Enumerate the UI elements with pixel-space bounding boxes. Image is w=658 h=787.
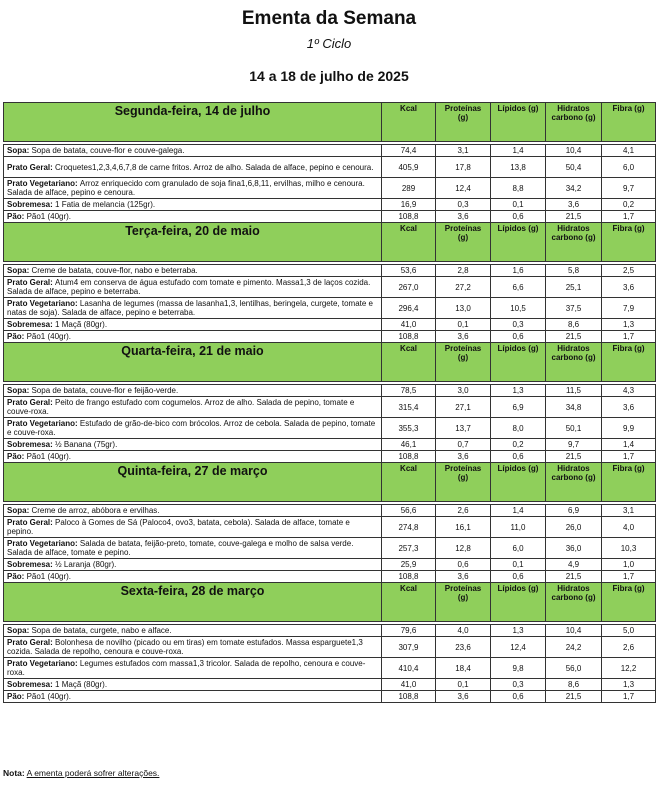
dish-category: Sobremesa: [7, 200, 51, 209]
column-header-hidratos: Hidratos carbono (g): [546, 583, 602, 622]
column-header-kcal: Kcal: [382, 343, 436, 382]
value-fibra: 1,0: [602, 559, 656, 571]
dish-description: [4, 298, 382, 319]
dish-category-colon: :: [75, 539, 80, 548]
value-lipidos: 8,0: [491, 418, 546, 439]
column-header-fibra: Fibra (g): [602, 463, 656, 502]
value-lipidos: 10,5: [491, 298, 546, 319]
dish-category-colon: :: [75, 299, 80, 308]
dish-category-colon: :: [50, 440, 56, 449]
dish-category: Sopa: [7, 266, 27, 275]
value-proteinas: 0,6: [436, 559, 491, 571]
dish-description: [4, 319, 382, 331]
column-header-hidratos: Hidratos carbono (g): [546, 463, 602, 502]
menu-item-row: [4, 451, 656, 463]
day-name: Segunda-feira, 14 de julho: [4, 103, 382, 142]
value-kcal: 108,8: [382, 211, 436, 223]
value-kcal: 56,6: [382, 505, 436, 517]
column-header-proteinas: Proteínas (g): [436, 463, 491, 502]
value-fibra: 5,0: [602, 625, 656, 637]
column-header-kcal: Kcal: [382, 463, 436, 502]
value-hidratos: 21,5: [546, 211, 602, 223]
dish-category: Pão: [7, 332, 22, 341]
value-kcal: 79,6: [382, 625, 436, 637]
value-proteinas: 0,1: [436, 319, 491, 331]
value-hidratos: 37,5: [546, 298, 602, 319]
dish-description: [4, 178, 382, 199]
column-header-lipidos: Lípidos (g): [491, 103, 546, 142]
value-kcal: 41,0: [382, 679, 436, 691]
value-kcal: 355,3: [382, 418, 436, 439]
dish-category-colon: :: [50, 320, 56, 329]
dish-text: ½ Laranja (80gr).: [55, 560, 117, 569]
value-kcal: 267,0: [382, 277, 436, 298]
dish-category-colon: :: [21, 332, 27, 341]
value-kcal: 257,3: [382, 538, 436, 559]
dish-category-colon: :: [21, 692, 27, 701]
dish-text: Creme de arroz, abóbora e ervilhas.: [31, 506, 160, 515]
day-name: Sexta-feira, 28 de março: [4, 583, 382, 622]
value-proteinas: 27,2: [436, 277, 491, 298]
value-hidratos: 5,8: [546, 265, 602, 277]
dish-category-colon: :: [75, 419, 80, 428]
value-proteinas: 3,6: [436, 691, 491, 703]
dish-text: Paloco à Gomes de Sá (Paloco4, ovo3, batata, cebola). Salada de alface, tomate e pepino.: [7, 518, 350, 536]
day-header-row: [4, 103, 656, 142]
value-kcal: 315,4: [382, 397, 436, 418]
value-lipidos: 1,3: [491, 385, 546, 397]
value-hidratos: 21,5: [546, 331, 602, 343]
dish-category: Prato Vegetariano: [7, 419, 76, 428]
dish-text: Sopa de batata, curgete, nabo e alface.: [31, 626, 172, 635]
dish-text: Pão1 (40gr).: [26, 572, 72, 581]
value-lipidos: 0,1: [491, 199, 546, 211]
menu-item-row: [4, 265, 656, 277]
dish-description: [4, 637, 382, 658]
menu-item-row: [4, 538, 656, 559]
dish-category: Pão: [7, 572, 22, 581]
menu-item-row: [4, 211, 656, 223]
column-header-proteinas: Proteínas (g): [436, 583, 491, 622]
day-header-row: [4, 583, 656, 622]
value-proteinas: 3,6: [436, 451, 491, 463]
column-header-fibra: Fibra (g): [602, 343, 656, 382]
value-lipidos: 0,6: [491, 211, 546, 223]
dish-text: Croquetes1,2,3,4,6,7,8 de carne fritos. Arroz de alho. Salada de alface, pepino e cenoura.: [55, 162, 374, 172]
value-lipidos: 1,4: [491, 505, 546, 517]
value-kcal: 108,8: [382, 691, 436, 703]
value-fibra: 3,6: [602, 397, 656, 418]
value-lipidos: 13,8: [491, 157, 546, 178]
value-hidratos: 25,1: [546, 277, 602, 298]
dish-category: Sopa: [7, 386, 27, 395]
dish-category: Pão: [7, 212, 22, 221]
value-proteinas: 0,3: [436, 199, 491, 211]
value-kcal: 405,9: [382, 157, 436, 178]
value-hidratos: 21,5: [546, 571, 602, 583]
value-fibra: 1,7: [602, 211, 656, 223]
value-hidratos: 8,6: [546, 319, 602, 331]
menu-item-row: [4, 679, 656, 691]
value-proteinas: 18,4: [436, 658, 491, 679]
value-kcal: 410,4: [382, 658, 436, 679]
day-header-row: [4, 463, 656, 502]
value-fibra: 3,6: [602, 277, 656, 298]
dish-category-colon: :: [26, 626, 32, 635]
dish-description: [4, 505, 382, 517]
value-fibra: 12,2: [602, 658, 656, 679]
dish-category: Prato Vegetariano: [7, 659, 76, 668]
dish-category: Sopa: [7, 626, 27, 635]
value-kcal: 289: [382, 178, 436, 199]
dish-category-colon: :: [50, 518, 56, 527]
value-hidratos: 50,1: [546, 418, 602, 439]
footer-note: [3, 768, 159, 778]
dish-text: Lasanha de legumes (massa de lasanha1,3, lentilhas, beringela, curgete, tomate e natas de soja). Salada de alface, pepino e beterraba.: [7, 299, 373, 317]
dish-category-colon: :: [50, 162, 56, 172]
menu-item-row: [4, 439, 656, 451]
value-kcal: 78,5: [382, 385, 436, 397]
value-fibra: 1,7: [602, 331, 656, 343]
value-fibra: 6,0: [602, 157, 656, 178]
value-lipidos: 0,3: [491, 679, 546, 691]
dish-category-colon: :: [50, 398, 56, 407]
value-hidratos: 8,6: [546, 679, 602, 691]
menu-item-row: [4, 319, 656, 331]
value-fibra: 1,4: [602, 439, 656, 451]
day-name: Quinta-feira, 27 de março: [4, 463, 382, 502]
column-header-kcal: Kcal: [382, 223, 436, 262]
menu-item-row: [4, 157, 656, 178]
menu-item-row: [4, 559, 656, 571]
dish-category-colon: :: [50, 680, 56, 689]
value-kcal: 53,6: [382, 265, 436, 277]
value-lipidos: 0,6: [491, 691, 546, 703]
menu-table: [3, 102, 656, 703]
dish-text: Peito de frango estufado com cogumelos. Arroz de alho. Salada de pepino, tomate e couve-roxa.: [7, 398, 355, 416]
column-header-lipidos: Lípidos (g): [491, 223, 546, 262]
menu-item-row: [4, 658, 656, 679]
value-kcal: 25,9: [382, 559, 436, 571]
value-fibra: 3,1: [602, 505, 656, 517]
value-fibra: 7,9: [602, 298, 656, 319]
value-fibra: 1,3: [602, 319, 656, 331]
value-lipidos: 12,4: [491, 637, 546, 658]
value-proteinas: 2,8: [436, 265, 491, 277]
dish-description: [4, 199, 382, 211]
menu-item-row: [4, 505, 656, 517]
dish-description: [4, 145, 382, 157]
dish-description: [4, 691, 382, 703]
dish-category-colon: :: [50, 278, 56, 287]
value-lipidos: 11,0: [491, 517, 546, 538]
dish-category: Prato Geral: [7, 398, 51, 407]
note-text: A ementa poderá sofrer alterações.: [26, 768, 160, 778]
week-range: 14 a 18 de julho de 2025: [249, 68, 409, 84]
value-hidratos: 6,9: [546, 505, 602, 517]
menu-item-row: [4, 625, 656, 637]
dish-description: [4, 157, 382, 178]
dish-category: Sobremesa: [7, 560, 51, 569]
value-lipidos: 6,0: [491, 538, 546, 559]
menu-item-row: [4, 637, 656, 658]
value-proteinas: 16,1: [436, 517, 491, 538]
value-proteinas: 3,6: [436, 211, 491, 223]
value-fibra: 10,3: [602, 538, 656, 559]
dish-description: [4, 211, 382, 223]
dish-category: Prato Geral: [7, 278, 51, 287]
column-header-kcal: Kcal: [382, 103, 436, 142]
dish-category: Sopa: [7, 506, 27, 515]
column-header-proteinas: Proteínas (g): [436, 343, 491, 382]
value-fibra: 1,3: [602, 679, 656, 691]
dish-text: Pão1 (40gr).: [26, 692, 72, 701]
value-hidratos: 9,7: [546, 439, 602, 451]
value-fibra: 1,7: [602, 691, 656, 703]
value-proteinas: 2,6: [436, 505, 491, 517]
value-proteinas: 3,6: [436, 331, 491, 343]
menu-item-row: [4, 145, 656, 157]
column-header-kcal: Kcal: [382, 583, 436, 622]
column-header-hidratos: Hidratos carbono (g): [546, 223, 602, 262]
value-hidratos: 50,4: [546, 157, 602, 178]
dish-text: Bolonhesa de novilho (picado ou em tiras) em tomate estufados. Massa esparguete1,3 cozida. Salada de repolho, cenoura e couve-roxa.: [7, 638, 363, 656]
value-fibra: 2,6: [602, 637, 656, 658]
dish-category: Prato Vegetariano: [7, 179, 76, 188]
menu-item-row: [4, 331, 656, 343]
value-fibra: 9,7: [602, 178, 656, 199]
value-proteinas: 17,8: [436, 157, 491, 178]
day-header-row: [4, 223, 656, 262]
value-proteinas: 3,0: [436, 385, 491, 397]
value-kcal: 296,4: [382, 298, 436, 319]
menu-item-row: [4, 199, 656, 211]
dish-category: Prato Vegetariano: [7, 539, 76, 548]
dish-category: Prato Vegetariano: [7, 299, 76, 308]
dish-text: Salada de batata, feijão-preto, tomate, couve-galega e molho de salsa verde. Salada de alface, tomate e pepino.: [7, 539, 354, 557]
value-lipidos: 1,6: [491, 265, 546, 277]
menu-item-row: [4, 517, 656, 538]
page-subtitle: 1º Ciclo: [306, 36, 352, 51]
value-fibra: 9,9: [602, 418, 656, 439]
dish-description: [4, 385, 382, 397]
value-proteinas: 4,0: [436, 625, 491, 637]
value-hidratos: 26,0: [546, 517, 602, 538]
value-fibra: 4,3: [602, 385, 656, 397]
value-kcal: 274,8: [382, 517, 436, 538]
value-lipidos: 8,8: [491, 178, 546, 199]
value-hidratos: 21,5: [546, 451, 602, 463]
dish-category: Pão: [7, 692, 22, 701]
dish-description: [4, 571, 382, 583]
dish-text: Arroz enriquecido com granulado de soja fina1,6,8,11, ervilhas, milho e cenoura. Salada de alface, pepino e cenoura.: [7, 179, 365, 197]
dish-category-colon: :: [50, 200, 56, 209]
value-kcal: 108,8: [382, 451, 436, 463]
value-fibra: 1,7: [602, 571, 656, 583]
value-proteinas: 3,6: [436, 571, 491, 583]
dish-category: Prato Geral: [7, 162, 51, 172]
value-hidratos: 21,5: [546, 691, 602, 703]
value-proteinas: 12,4: [436, 178, 491, 199]
column-header-fibra: Fibra (g): [602, 103, 656, 142]
dish-text: Pão1 (40gr).: [26, 452, 72, 461]
dish-text: 1 Fatia de melancia (125gr).: [55, 200, 156, 209]
dish-category-colon: :: [50, 638, 56, 647]
column-header-lipidos: Lípidos (g): [491, 343, 546, 382]
value-lipidos: 0,6: [491, 571, 546, 583]
menu-item-row: [4, 418, 656, 439]
dish-text: Sopa de batata, couve-flor e feijão-verde.: [31, 386, 179, 395]
dish-category-colon: :: [75, 659, 80, 668]
value-fibra: 4,0: [602, 517, 656, 538]
value-proteinas: 13,7: [436, 418, 491, 439]
value-kcal: 41,0: [382, 319, 436, 331]
menu-item-row: [4, 571, 656, 583]
value-fibra: 2,5: [602, 265, 656, 277]
dish-description: [4, 397, 382, 418]
value-lipidos: 6,9: [491, 397, 546, 418]
dish-text: Pão1 (40gr).: [26, 212, 72, 221]
value-hidratos: 4,9: [546, 559, 602, 571]
value-lipidos: 0,3: [491, 319, 546, 331]
dish-category-colon: :: [26, 506, 32, 515]
day-name: Quarta-feira, 21 de maio: [4, 343, 382, 382]
value-proteinas: 13,0: [436, 298, 491, 319]
value-proteinas: 0,7: [436, 439, 491, 451]
menu-item-row: [4, 385, 656, 397]
dish-text: Creme de batata, couve-flor, nabo e beterraba.: [31, 266, 198, 275]
value-hidratos: 56,0: [546, 658, 602, 679]
dish-description: [4, 331, 382, 343]
column-header-proteinas: Proteínas (g): [436, 223, 491, 262]
dish-text: 1 Maçã (80gr).: [55, 680, 108, 689]
dish-description: [4, 679, 382, 691]
menu-item-row: [4, 397, 656, 418]
day-name: Terça-feira, 20 de maio: [4, 223, 382, 262]
value-fibra: 1,7: [602, 451, 656, 463]
value-hidratos: 36,0: [546, 538, 602, 559]
column-header-lipidos: Lípidos (g): [491, 583, 546, 622]
value-fibra: 0,2: [602, 199, 656, 211]
value-fibra: 4,1: [602, 145, 656, 157]
value-kcal: 74,4: [382, 145, 436, 157]
dish-category: Sobremesa: [7, 680, 51, 689]
dish-text: Sopa de batata, couve-flor e couve-galega.: [31, 146, 185, 155]
value-hidratos: 3,6: [546, 199, 602, 211]
value-kcal: 46,1: [382, 439, 436, 451]
dish-category-colon: :: [50, 560, 56, 569]
column-header-proteinas: Proteínas (g): [436, 103, 491, 142]
menu-item-row: [4, 277, 656, 298]
value-proteinas: 12,8: [436, 538, 491, 559]
column-header-lipidos: Lípidos (g): [491, 463, 546, 502]
dish-description: [4, 265, 382, 277]
dish-description: [4, 418, 382, 439]
dish-description: [4, 439, 382, 451]
value-lipidos: 0,1: [491, 559, 546, 571]
dish-category-colon: :: [21, 572, 27, 581]
dish-category-colon: :: [21, 212, 27, 221]
dish-category: Prato Geral: [7, 638, 51, 647]
dish-text: Atum4 em conserva de água estufado com tomate e pimento. Massa1,3 de laços cozida. Salada de alface, pepino e beterraba.: [7, 278, 371, 296]
dish-description: [4, 538, 382, 559]
column-header-hidratos: Hidratos carbono (g): [546, 343, 602, 382]
dish-category-colon: :: [26, 266, 32, 275]
dish-text: Estufado de grão-de-bico com brócolos. Arroz de cebola. Salada de pepino, tomate e couve-roxa.: [7, 419, 376, 437]
note-label: Nota:: [3, 768, 25, 778]
column-header-fibra: Fibra (g): [602, 223, 656, 262]
value-hidratos: 24,2: [546, 637, 602, 658]
value-kcal: 307,9: [382, 637, 436, 658]
value-proteinas: 0,1: [436, 679, 491, 691]
column-header-fibra: Fibra (g): [602, 583, 656, 622]
column-header-hidratos: Hidratos carbono (g): [546, 103, 602, 142]
value-lipidos: 0,6: [491, 451, 546, 463]
dish-text: 1 Maçã (80gr).: [55, 320, 108, 329]
value-hidratos: 10,4: [546, 625, 602, 637]
value-lipidos: 9,8: [491, 658, 546, 679]
menu-item-row: [4, 691, 656, 703]
value-lipidos: 0,6: [491, 331, 546, 343]
value-hidratos: 34,8: [546, 397, 602, 418]
dish-category: Pão: [7, 452, 22, 461]
day-header-row: [4, 343, 656, 382]
dish-category: Sobremesa: [7, 440, 51, 449]
value-lipidos: 0,2: [491, 439, 546, 451]
value-lipidos: 1,4: [491, 145, 546, 157]
dish-text: ½ Banana (75gr).: [55, 440, 118, 449]
dish-description: [4, 625, 382, 637]
value-kcal: 108,8: [382, 571, 436, 583]
dish-text: Pão1 (40gr).: [26, 332, 72, 341]
value-hidratos: 34,2: [546, 178, 602, 199]
dish-category-colon: :: [26, 386, 32, 395]
dish-description: [4, 451, 382, 463]
value-hidratos: 11,5: [546, 385, 602, 397]
dish-text: Legumes estufados com massa1,3 tricolor. Salada de repolho, cenoura e couve-roxa.: [7, 659, 366, 677]
page-title: Ementa da Semana: [241, 8, 417, 29]
menu-item-row: [4, 298, 656, 319]
value-proteinas: 23,6: [436, 637, 491, 658]
value-kcal: 16,9: [382, 199, 436, 211]
dish-category: Sopa: [7, 146, 27, 155]
menu-item-row: [4, 178, 656, 199]
value-hidratos: 10,4: [546, 145, 602, 157]
value-proteinas: 3,1: [436, 145, 491, 157]
dish-category-colon: :: [75, 179, 80, 188]
dish-description: [4, 277, 382, 298]
dish-description: [4, 517, 382, 538]
value-proteinas: 27,1: [436, 397, 491, 418]
value-lipidos: 6,6: [491, 277, 546, 298]
dish-category: Sobremesa: [7, 320, 51, 329]
dish-category: Prato Geral: [7, 518, 51, 527]
value-lipidos: 1,3: [491, 625, 546, 637]
dish-category-colon: :: [21, 452, 27, 461]
dish-description: [4, 658, 382, 679]
dish-description: [4, 559, 382, 571]
value-kcal: 108,8: [382, 331, 436, 343]
dish-category-colon: :: [26, 146, 32, 155]
